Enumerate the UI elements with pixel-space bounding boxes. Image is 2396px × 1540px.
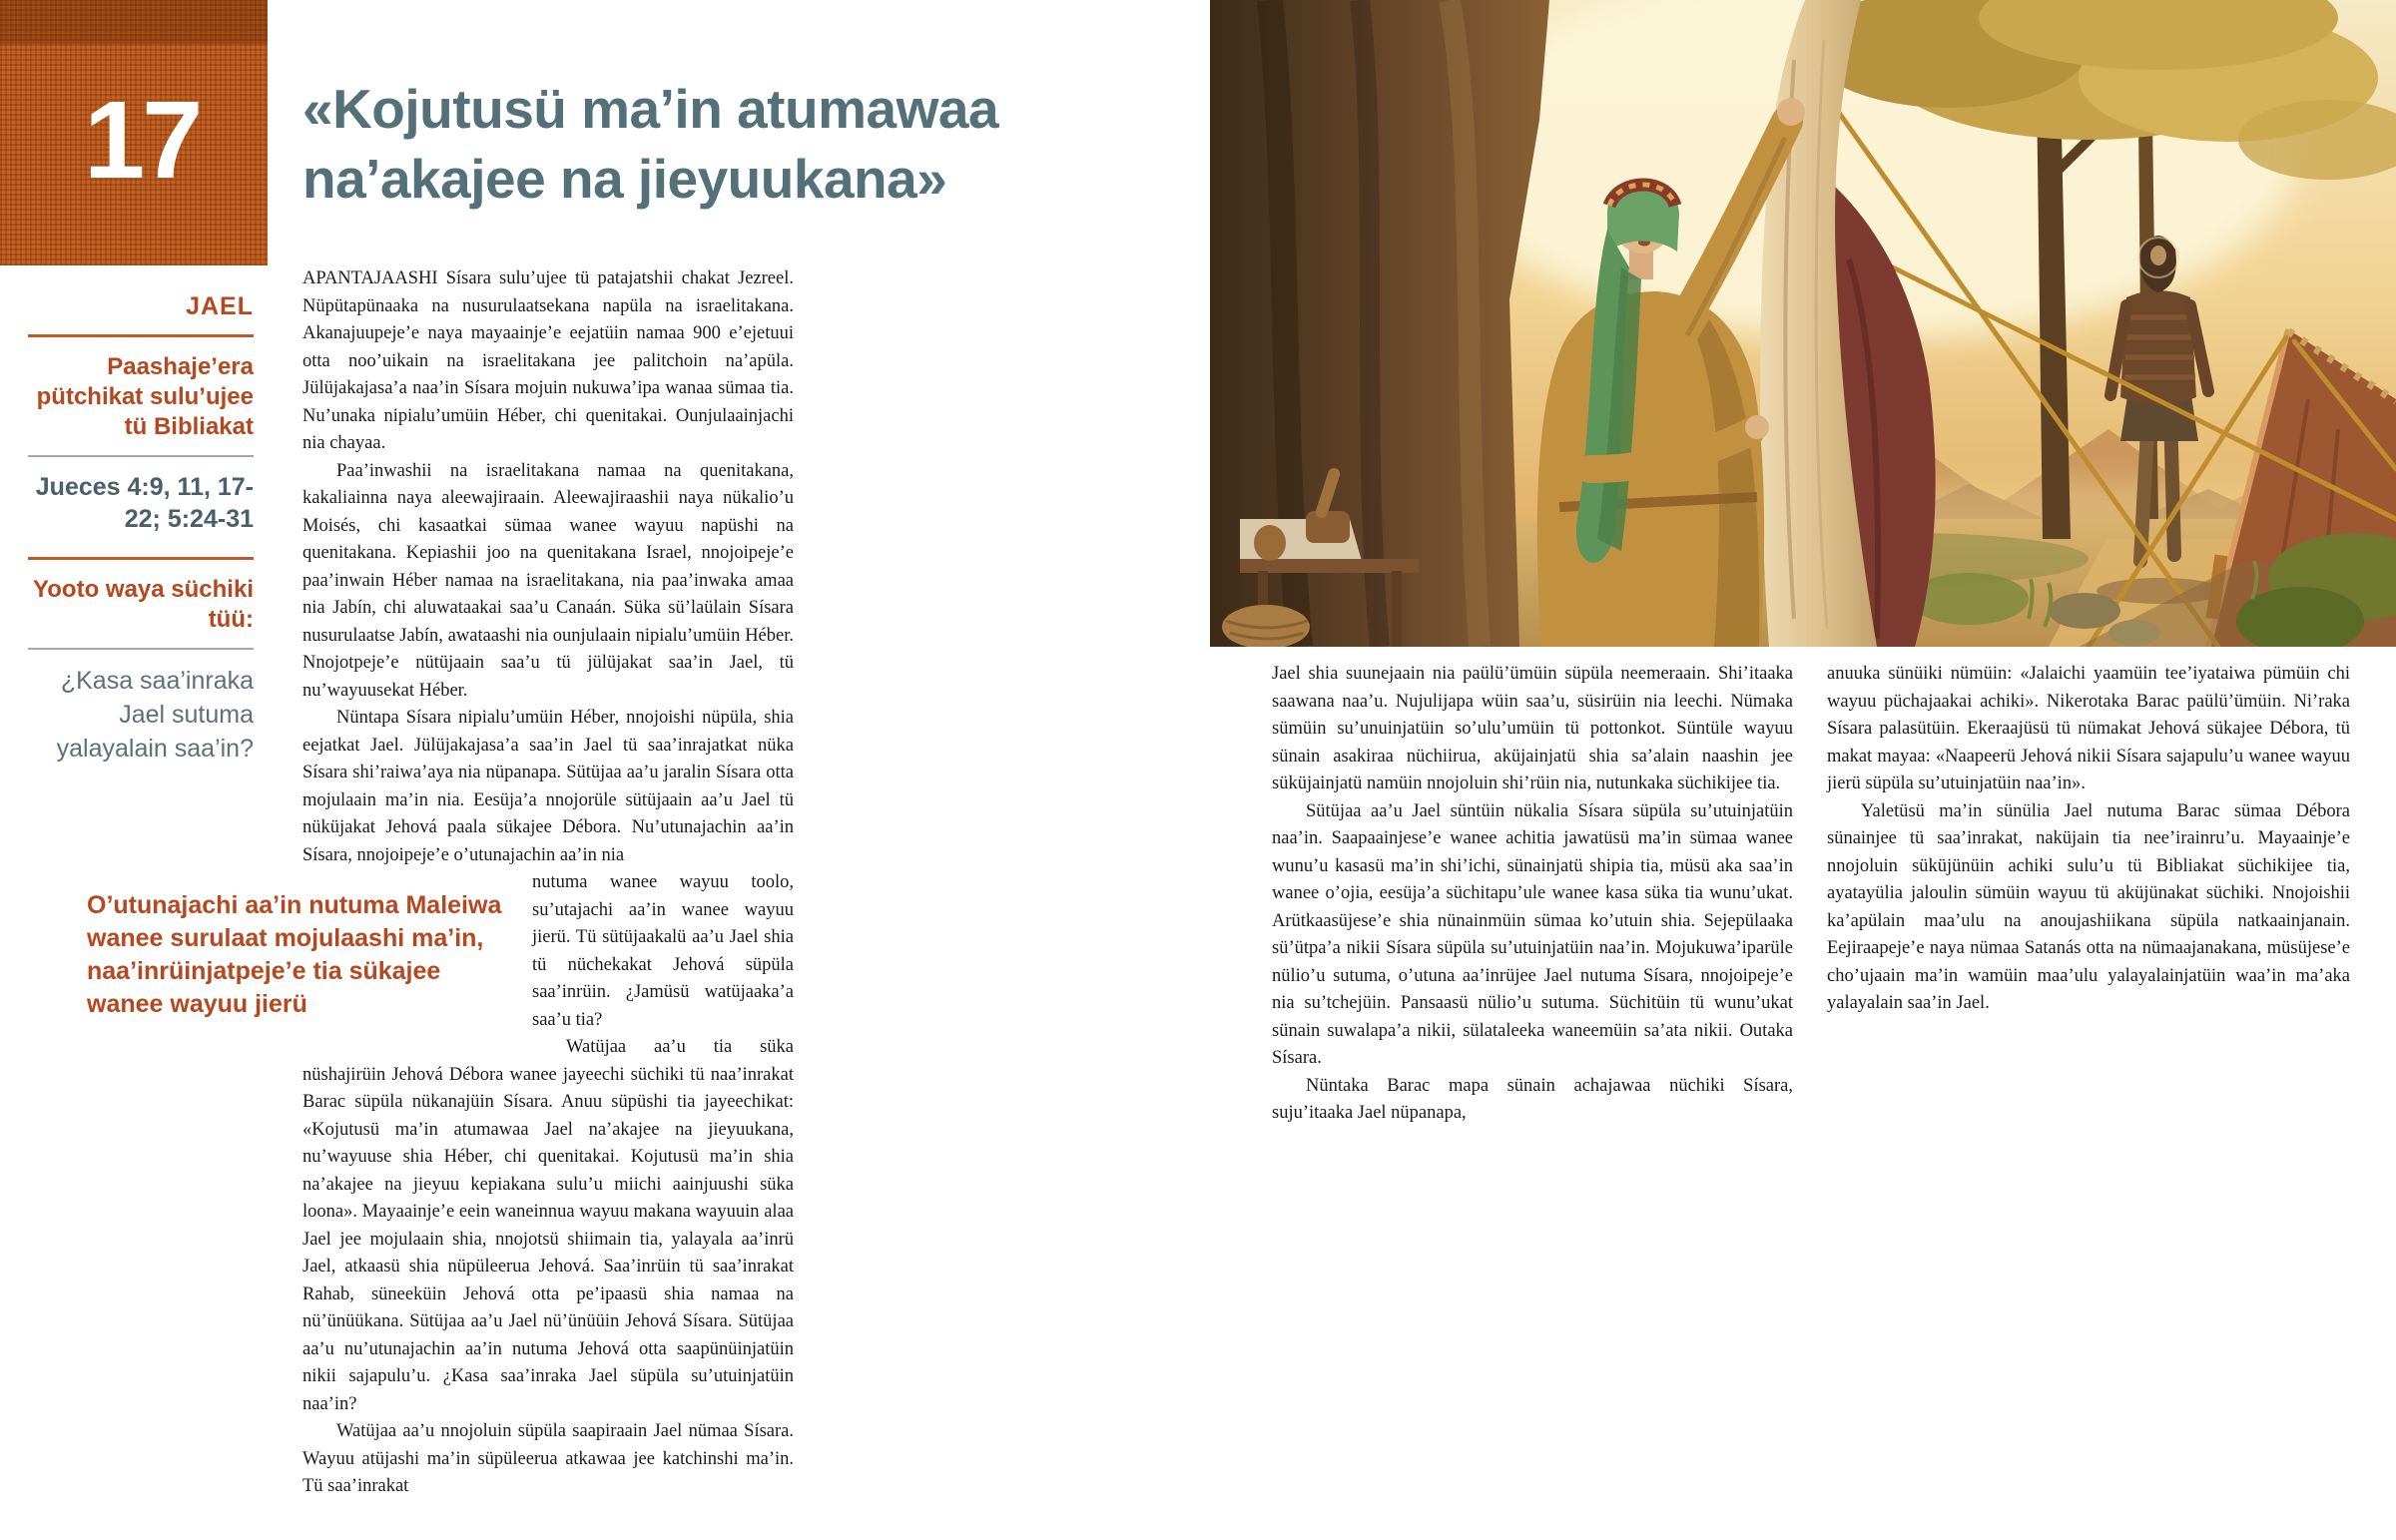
divider-gray bbox=[28, 455, 254, 457]
paragraph: Watüjaa aa’u tia süka nüshajirüin Jehová Débora wanee jayeechi süchiki tü naa’inrakat Barac süpüla nükanajüin Sísara. Anuu süpüshi tia jayeechikat: «Kojutusü ma’in atumawaa Jael na’akajee na jieyuukana, nu’wayuuse shia Héber, chi quenitakai. Kojutusü ma’in shia na’akajee na jieyuu kepiakana sulu’u miichi aainjuushi süka loona». Mayaainje’e eein waneinnua wayuu makana wayuuin alaa Jael jee mojulaain shia, nnojotsü shiimain tia, yalayala aa’inrü Jael, atkaasü shia nüpüleerua Jehová. Saa’inrüin tü saa’inrakat Rahab, süneeküin Jehová otta pe’ipaasü shia namaa na nü’ünüükana. Sütüjaa aa’u Jael nü’ünüüin Jehová Sísara. Sütüjaa aa’u nu’utunajachin aa’in nutuma Jehová otta saapünüinjatüin nikii sajapulu’u. ¿Kasa saa’inraka Jael süpüla su’utuinjatüin naa’in? bbox=[302, 1037, 794, 1414]
sidebar-question: ¿Kasa saa’inraka Jael sutuma yalayalain saa’in? bbox=[56, 667, 254, 763]
paragraph-continuation: anuuka sünüiki nümüin: «Jalaichi yaamüin tee’iyataiwa pümüin chi wayuu püchajaakai achiki». Nikerotaka Barac paülü’ümüin. Ni’raka Sísara palasütüin. Ekeraajüsü tü nümakat Jehová sükajee Débora, tü makat mayaa: «Naapeerü Jehová nikii Sísara sajapulu’u wanee wayuu jierü süpüla su’utuinjatüin naa’in». bbox=[1827, 664, 2350, 793]
paragraph: Yaletüsü ma’in sünülia Jael nutuma Barac sümaa Débora sünainjee tü saa’inrakat, naküjain tia nee’irainru’u. Mayaainje’e nnojoluin süküjünüin achiki sulu’u tü Bibliakat süchikijee tia, ayatayülia jaloulin sümüin wayuu tü aküjünakat süchiki. Nnojoishii ka’apülain maa’ulu na anoujashiikana süpüla natkaainjanain. Eejiraapeje’e naya nümaa Satanás otta na nümaajanakana, müsüjese’e cho’ujaain ma’in wamüin maa’ulu yalayalainjatüin waa’in ma’aka yalayalain saa’in Jael. bbox=[1827, 800, 2350, 1013]
paragraph: Nüntaka Barac mapa sünain achajawaa nüchiki Sísara, suju’itaaka Jael nüpanapa, bbox=[1272, 1075, 1793, 1123]
divider-orange bbox=[28, 557, 254, 560]
paragraph: Nüntapa Sísara nipialu’umüin Héber, nnojoishi nüpüla, shia eejatkat Jael. Jülüjakajasa’a saa’in Jael tü saa’inrajatkat nüka Sísara shi’raiwa’aya nia nüpanapa. Sütüjaa aa’u jaralin Sísara otta mojulaain ma’in nia. Eesüja’a nnojorüle sütüjaain aa’u Jael tü nüküjakat Jehová paala sükajee Débora. Nu’utunajachin aa’in Sísara, nnojoipeje’e o’utunajachin aa’in nia bbox=[302, 708, 794, 865]
sidebar-discuss-label: Yooto waya süchiki tüü: bbox=[33, 576, 254, 633]
illustration-jael-sisera bbox=[1210, 0, 2396, 647]
illustration-canvas bbox=[1210, 0, 2396, 647]
article-column-3 bbox=[1827, 661, 2350, 1018]
paragraph-continuation: Jael shia suunejaain nia paülü’ümüin süpüla neemeraain. Shi’itaaka saawana naa’u. Nujulijapa wüin saa’u, süsirüin nia leechi. Nümaka sümüin su’unuinjatüin so’ulu’umüin tü pottonkot. Süntüle wayuu sünain asakiraa nüchiirua, aküjainjatü shia sa’alain naashin jee süküjainjatü namüin nnojoluin shi’rüin nia, nutunkaka süchikijee tia. bbox=[1272, 664, 1793, 793]
paragraph: Sütüjaa aa’u Jael süntüin nükalia Sísara süpüla su’utuinjatüin naa’in. Saapaainjese’e wanee achitia jawatüsü ma’in sümaa wanee wunu’u kasasü ma’in shi’ichi, sünainjatü shipia tia, müsü aka saa’in wanee o’ojia, eesüja’a süchitapu’ule wanee kasa süka tia wunu’ukat. Arütkaasüjese’e shia nünainmüin sümaa ko’utuin shia. Sejepülaaka sü’ütpa’a nikii Sísara süpüla su’utuinjatüin naa’in. Mojukuwa’iparüle nülio’u sutuma, o’utuna aa’inrüjee Jael nutuma Sísara, nnojoipeje’e nia su’tchejüin. Pansaasü nülio’u sutuma. Süchitüin tü wunu’ukat sünain suwalapa’a nikii, sülataleeka waneemüin sa’ata nikii. Outaka Sísara. bbox=[1272, 800, 1793, 1068]
article-column-2 bbox=[1272, 661, 1793, 1128]
chapter-tab bbox=[0, 0, 268, 265]
pull-quote: O’utunajachi aa’in nutuma Maleiwa wanee surulaat mojulaashi ma’in, naa’inrüinjatpeje’e tia sükajee wanee wayuu jierü bbox=[87, 891, 502, 1018]
divider-orange bbox=[28, 334, 254, 337]
sidebar-scripture-ref: Jueces 4:9, 11, 17-22; 5:24-31 bbox=[35, 473, 254, 533]
chapter-number: 17 bbox=[84, 79, 201, 202]
sidebar-reading-label: Paashaje’era pütchikat sulu’ujee tü Bibliakat bbox=[36, 353, 254, 440]
paragraph-continuation: nutuma wanee wayuu toolo, su’utajachi aa’in wanee wayuu jierü. Tü sütüjaakalü aa’u Jael shia tü nüchekakat Jehová süpüla saa’inrüin. ¿Jamüsü watüjaaka’a saa’u tia? bbox=[532, 872, 794, 1030]
paragraph: Paa’inwashii na israelitakana namaa na quenitakana, kakaliainna naya aleewajiraain. Aleewajiraashii naya nükalio’u Moisés, chi kasaatkai sümaa wanee wayuu napüshi na quenitakana. Kepiashii joo na quenitakana Israel, nnojoipeje’e paa’inwain Héber namaa na israelitakana, nia paa’inwaka amaa nia Jabín, chi aluwataakai saa’u Canaán. Süka sü’laülain Sísara nusurulaatse Jabín, awataashi nia ounjulaain nipialu’umüin Héber. Nnojotpeje’e nütüjaain saa’u tü jülüjakat saa’in Jael, tü nu’wayuusekat Héber. bbox=[302, 460, 794, 701]
sidebar bbox=[28, 291, 254, 766]
paragraph: APANTAJAASHI Sísara sulu’ujee tü patajatshii chakat Jezreel. Nüpütapünaaka na nusurulaatsekana napüla na israelitakana. Akanajuupeje’e naya mayaainje’e eejatüin namaa 900 e’ejetuui otta noo’uikain na israelitakana jee palitchoin na’apüla. Jülüjakajasa’a naa’in Sísara mojuin nukuwa’ipa wanaa sümaa tia. Nu’unaka nipialu’umüin Héber, chi quenitakai. Ounjulaainjachi nia chayaa. bbox=[302, 268, 794, 453]
sidebar-person-name: JAEL bbox=[186, 292, 254, 320]
chapter-title: «Kojutusü ma’in atumawaa na’akajee na jieyuukana» bbox=[302, 78, 999, 211]
paragraph: Watüjaa aa’u nnojoluin süpüla saapiraain Jael nümaa Sísara. Wayuu atüjashi ma’in süpüleerua atkawaa jee katchinshi ma’in. Tü saa’inrakat bbox=[302, 1421, 794, 1496]
divider-gray bbox=[28, 648, 254, 650]
